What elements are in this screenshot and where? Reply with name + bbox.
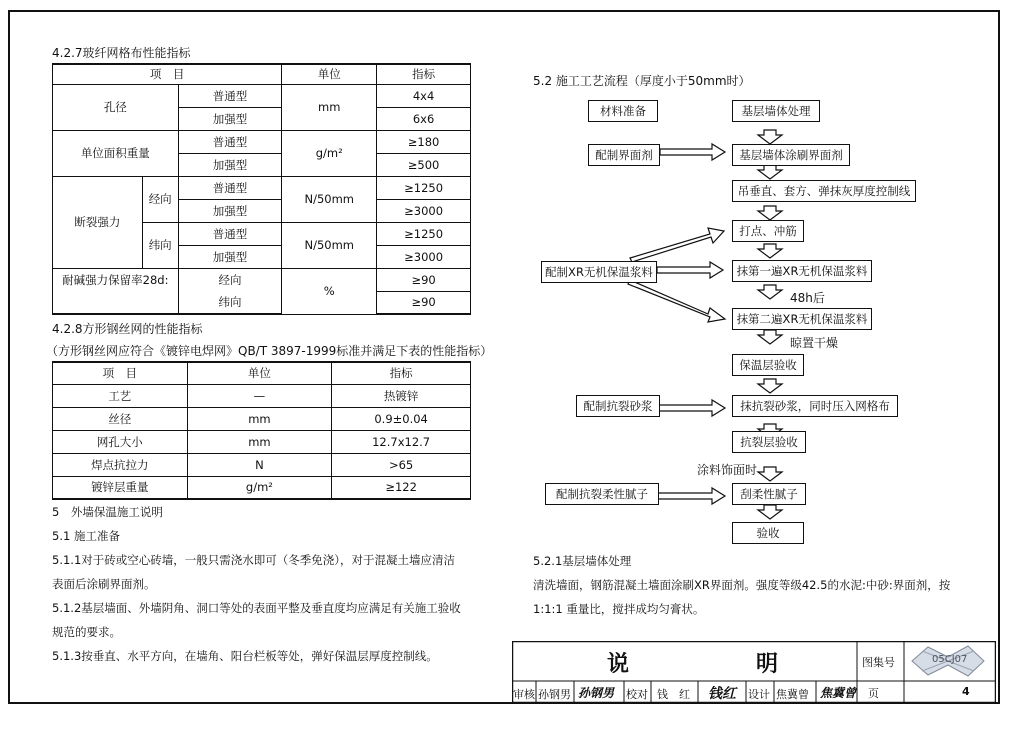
reviewer-name: 孙钢男 — [538, 688, 571, 701]
atlas-number-label: 图集号 — [862, 656, 895, 669]
value-cell: 6x6 — [377, 107, 471, 130]
unit-cell: g/m² — [187, 476, 332, 499]
flow-main-box-10: 验收 — [732, 522, 804, 544]
type-cell: 加强型 — [178, 245, 282, 268]
value-cell: ≥1250 — [377, 176, 471, 199]
value-cell: ≥500 — [377, 153, 471, 176]
unit-cell: % — [282, 268, 377, 314]
unit-cell: mm — [187, 407, 332, 430]
type-cell: 普通型 — [178, 84, 282, 107]
flow-main-box-9: 刮柔性腻子 — [732, 483, 806, 505]
direction-cell: 经向 — [142, 176, 178, 222]
page-label: 页 — [868, 687, 879, 700]
flow-left-box-4: 配制抗裂柔性腻子 — [545, 483, 659, 505]
section-4-2-7-title: 4.2.7玻纤网格布性能指标 — [52, 46, 191, 60]
drawing-title-char-2: 明 — [756, 652, 779, 677]
value-cell: ≥1250 — [377, 222, 471, 245]
flow-left-box-2: 配制XR无机保温浆料 — [541, 261, 657, 283]
flow-note-48h: 48h后 — [790, 291, 825, 305]
flow-main-box-3: 打点、冲筋 — [732, 220, 804, 242]
item-cell: 焊点抗拉力 — [53, 453, 188, 476]
direction-cell: 经向 — [178, 268, 282, 291]
check-label: 校对 — [626, 688, 648, 701]
row-label: 孔径 — [53, 84, 179, 130]
checker-name: 钱 红 — [657, 688, 690, 701]
value-cell: ≥122 — [332, 476, 471, 499]
designer-signature: 焦冀曾 — [820, 686, 857, 700]
flow-left-box-3: 配制抗裂砂浆 — [576, 395, 660, 417]
flow-main-box-1: 基层墙体涂刷界面剂 — [732, 144, 850, 166]
table-header: 单位 — [187, 362, 332, 384]
section-5-2-1-title: 5.2.1基层墙体处理 — [533, 554, 632, 568]
value-cell: 热镀锌 — [332, 384, 471, 407]
type-cell: 加强型 — [178, 153, 282, 176]
flow-main-box-0: 基层墙体处理 — [732, 100, 820, 122]
type-cell: 普通型 — [178, 130, 282, 153]
flow-note-dry: 晾置干燥 — [790, 336, 839, 350]
value-cell: >65 — [332, 453, 471, 476]
table-row — [53, 384, 471, 407]
direction-cell: 纬向 — [142, 222, 178, 268]
table-row — [53, 430, 471, 453]
value-cell: ≥90 — [377, 291, 471, 314]
flow-left-box-0: 材料准备 — [588, 100, 658, 122]
paragraph-5-2-1-line1: 清洗墙面，钢筋混凝土墙面涂刷XR界面剂。强度等级42.5的水泥:中砂:界面剂，按 — [533, 578, 951, 592]
table-header: 项 目 — [53, 362, 188, 384]
unit-cell: mm — [187, 430, 332, 453]
value-cell: ≥3000 — [377, 199, 471, 222]
item-cell: 网孔大小 — [53, 430, 188, 453]
value-cell: 12.7x12.7 — [332, 430, 471, 453]
section-4-2-8-subtitle: （方形钢丝网应符合《镀锌电焊网》QB/T 3897-1999标准并满足下表的性能指标） — [46, 344, 493, 358]
direction-cell: 纬向 — [178, 291, 282, 314]
unit-cell: g/m² — [282, 130, 377, 176]
item-cell: 丝径 — [53, 407, 188, 430]
item-cell: 镀锌层重量 — [53, 476, 188, 499]
section-5-title: 5 外墙保温施工说明 — [52, 505, 163, 519]
table-row — [53, 476, 471, 499]
flow-main-box-4: 抹第一遍XR无机保温浆料 — [732, 260, 872, 282]
designer-name: 焦冀曾 — [776, 688, 809, 701]
paragraph-5-1-1-line2: 表面后涂刷界面剂。 — [52, 577, 156, 591]
value-cell: ≥3000 — [377, 245, 471, 268]
atlas-number: 05CJ07 — [932, 654, 968, 665]
paragraph-5-1-3: 5.1.3按垂直、水平方向，在墙角、阳台栏板等处，弹好保温层厚度控制线。 — [52, 649, 438, 663]
reviewer-signature: 孙钢男 — [578, 686, 615, 700]
unit-cell: N/50mm — [282, 176, 377, 222]
design-label: 设计 — [748, 688, 770, 701]
item-cell: 工艺 — [53, 384, 188, 407]
paragraph-5-1-2-line2: 规范的要求。 — [52, 625, 121, 639]
unit-cell: mm — [282, 84, 377, 130]
table-row — [53, 453, 471, 476]
flow-main-box-7: 抹抗裂砂浆，同时压入网格布 — [732, 395, 898, 417]
value-cell: ≥90 — [377, 268, 471, 291]
table-row — [53, 407, 471, 430]
table-header: 项 目 — [53, 64, 282, 84]
type-cell: 加强型 — [178, 199, 282, 222]
value-cell: 4x4 — [377, 84, 471, 107]
unit-cell: N — [187, 453, 332, 476]
flow-main-box-6: 保温层验收 — [732, 354, 804, 376]
unit-cell: — — [187, 384, 332, 407]
paragraph-5-2-1-line2: 1:1:1 重量比，搅拌成均匀膏状。 — [533, 602, 705, 616]
flow-main-box-5: 抹第二遍XR无机保温浆料 — [732, 308, 872, 330]
value-cell: 0.9±0.04 — [332, 407, 471, 430]
table-header: 指标 — [377, 64, 471, 84]
atlas-number-stamp — [908, 643, 988, 679]
steel-mesh-table — [52, 361, 471, 500]
section-5-2-title: 5.2 施工工艺流程（厚度小于50mm时） — [533, 74, 751, 88]
flow-main-box-8: 抗裂层验收 — [732, 431, 806, 453]
checker-signature: 钱红 — [708, 686, 736, 702]
drawing-title-char-1: 说 — [607, 652, 630, 677]
paragraph-5-1-2-line1: 5.1.2基层墙面、外墙阴角、洞口等处的表面平整及垂直度均应满足有关施工验收 — [52, 601, 461, 615]
section-4-2-8-title: 4.2.8方形钢丝网的性能指标 — [52, 322, 203, 336]
value-cell: ≥180 — [377, 130, 471, 153]
row-label: 断裂强力 — [53, 176, 143, 268]
title-block — [512, 641, 996, 703]
flow-main-box-2: 吊垂直、套方、弹抹灰厚度控制线 — [732, 180, 916, 202]
review-label: 审核 — [513, 688, 535, 701]
flow-left-box-1: 配制界面剂 — [588, 144, 660, 166]
flow-note-paint: 涂料饰面时 — [697, 463, 758, 477]
page-number: 4 — [962, 685, 970, 698]
type-cell: 加强型 — [178, 107, 282, 130]
paragraph-5-1-1-line1: 5.1.1对于砖或空心砖墙，一般只需浇水即可（冬季免浇），对于混凝土墙应清洁 — [52, 553, 456, 567]
section-5-1-title: 5.1 施工准备 — [52, 529, 120, 543]
unit-cell: N/50mm — [282, 222, 377, 268]
table-header: 指标 — [332, 362, 471, 384]
fiberglass-mesh-table — [52, 63, 471, 315]
type-cell: 普通型 — [178, 222, 282, 245]
row-label: 单位面积重量 — [53, 130, 179, 176]
table-header: 单位 — [282, 64, 377, 84]
type-cell: 普通型 — [178, 176, 282, 199]
row-label: 耐碱强力保留率28d: — [53, 268, 179, 291]
